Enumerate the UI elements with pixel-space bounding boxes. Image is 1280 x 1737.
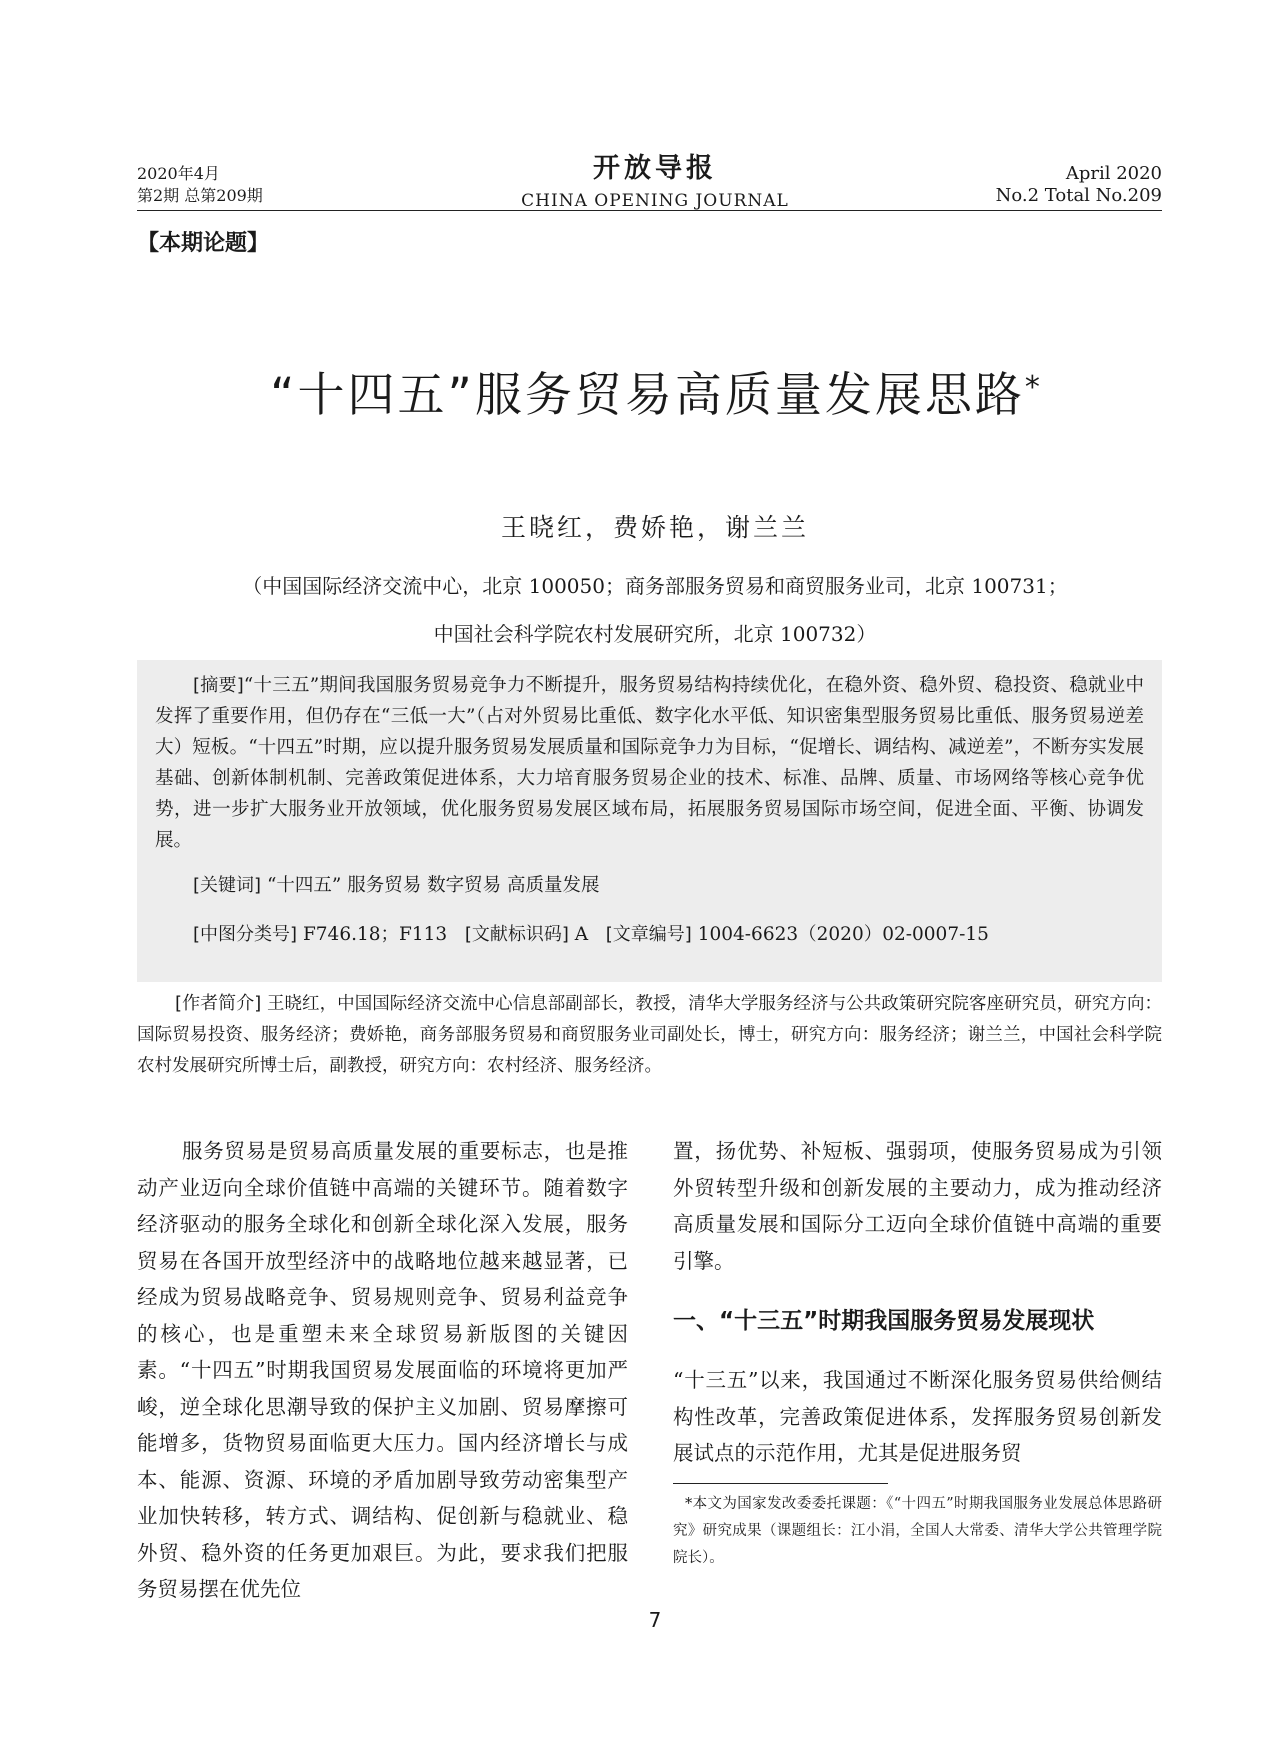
author-introduction	[137, 988, 1162, 1082]
footnote: *本文为国家发改委委托课题：《“十四五”时期我国服务业发展总体思路研究》研究成果（课题组长：江小涓，全国人大常委、清华大学公共管理学院院长）。	[673, 1496, 1162, 1566]
article-title-text: “十四五”服务贸易高质量发展思路	[270, 368, 1025, 423]
abstract-text: “十三五”期间我国服务贸易竞争力不断提升，服务贸易结构持续优化，在稳外资、稳外贸、稳投资、稳就业中发挥了重要作用，但仍存在“三低一大”（占对外贸易比重低、数字化水平低、知识密集型服务贸易比重低、服务贸易逆差大）短板。“十四五”时期，应以提升服务贸易发展质量和国际竞争力为目标，“促增长、调结构、减逆差”，不断夯实发展基础、创新体制机制、完善政策促进体系，大力培育服务贸易企业的技术、标准、品牌、质量、市场网络等核心竞争优势，进一步扩大服务业开放领域，优化服务贸易发展区域布局，拓展服务贸易国际市场空间，促进全面、平衡、协调发展。	[155, 675, 1145, 851]
page-number: 7	[648, 1608, 662, 1632]
header-issue-info-en	[996, 163, 1162, 207]
header-issue-number-en: No.2 Total No.209	[995, 185, 1162, 206]
journal-name-en: CHINA OPENING JOURNAL	[521, 191, 789, 211]
header-date: 2020年4月	[137, 164, 220, 183]
affiliation-line-2: 中国社会科学院农村发展研究所，北京 100732）	[433, 622, 877, 646]
doc-code-label: [文献标识码]	[464, 924, 569, 945]
journal-name-cn: 开放导报	[593, 153, 717, 184]
abstract-label: [摘要]	[193, 675, 244, 696]
footnote-rule	[673, 1483, 888, 1484]
clc-value: F746.18；F113	[302, 924, 448, 945]
section-paragraph: “十三五”以来，我国通过不断深化服务贸易供给侧结构性改革，完善政策促进体系，发挥服务贸易创新发展试点的示范作用，尤其是促进服务贸	[673, 1368, 1162, 1465]
affiliation-line-1: （中国国际经济交流中心，北京 100050；商务部服务贸易和商贸服务业司，北京 100731；	[242, 574, 1068, 598]
author-affiliations	[0, 562, 1280, 658]
doc-code-value: A	[574, 924, 589, 945]
header-issue-number: 第2期 总第209期	[137, 186, 263, 205]
section-tag: 【本期论题】	[137, 231, 270, 256]
keywords-label: [关键词]	[193, 875, 262, 896]
body-right-column-top	[673, 1133, 1162, 1279]
keywords	[155, 870, 1144, 901]
article-authors: 王晓红，费娇艳，谢兰兰	[500, 513, 809, 542]
article-number-value: 1004-6623（2020）02-0007-15	[697, 924, 989, 945]
body-right-column-bottom	[673, 1362, 1162, 1472]
title-footnote-mark: *	[1024, 370, 1040, 405]
abstract	[155, 670, 1144, 856]
article-number-label: [文章编号]	[605, 924, 692, 945]
abstract-box	[137, 660, 1162, 982]
section-heading: 一、“十三五”时期我国服务贸易发展现状	[673, 1308, 1095, 1334]
body-left-column	[137, 1133, 628, 1608]
header-rule	[137, 210, 1162, 211]
clc-label: [中图分类号]	[193, 924, 298, 945]
keywords-text: “十四五” 服务贸易 数字贸易 高质量发展	[266, 875, 600, 896]
classification-line	[155, 919, 1144, 950]
body-paragraph: 服务贸易是贸易高质量发展的重要标志，也是推动产业迈向全球价值链中高端的关键环节。随着数字经济驱动的服务全球化和创新全球化深入发展，服务贸易在各国开放型经济中的战略地位越来越显著，已经成为贸易战略竞争、贸易规则竞争、贸易利益竞争的核心，也是重塑未来全球贸易新版图的关键因素。“十四五”时期我国贸易发展面临的环境将更加严峻，逆全球化思潮导致的保护主义加剧、贸易摩擦可能增多，货物贸易面临更大压力。国内经济增长与成本、能源、资源、环境的矛盾加剧导致劳动密集型产业加快转移，转方式、调结构、促创新与稳就业、稳外贸、稳外资的任务更加艰巨。为此，要求我们把服务贸易摆在优先位	[137, 1139, 628, 1601]
article-title	[0, 358, 1280, 425]
author-intro-label: [作者简介]	[175, 993, 262, 1014]
header-date-en: April 2020	[1065, 163, 1162, 184]
body-paragraph-continued: 置，扬优势、补短板、强弱项，使服务贸易成为引领外贸转型升级和创新发展的主要动力，成为推动经济高质量发展和国际分工迈向全球价值链中高端的重要引擎。	[673, 1139, 1162, 1273]
author-intro-text: 王晓红，中国国际经济交流中心信息部副部长，教授，清华大学服务经济与公共政策研究院客座研究员，研究方向：国际贸易投资、服务经济；费娇艳，商务部服务贸易和商贸服务业司副处长，博士，研究方向：服务经济；谢兰兰，中国社会科学院农村发展研究所博士后，副教授，研究方向：农村经济、服务经济。	[137, 994, 1163, 1076]
